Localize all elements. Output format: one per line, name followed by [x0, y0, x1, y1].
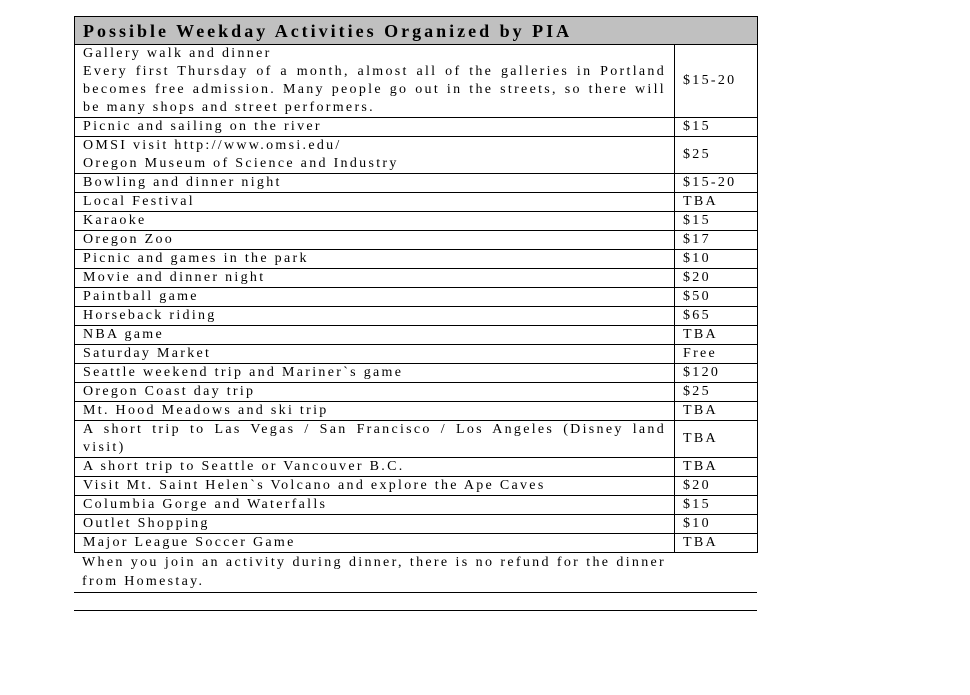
activity-name: OMSI visit http://www.omsi.edu/ [83, 138, 342, 153]
price-cell: $50 [675, 288, 758, 307]
table-row [75, 345, 758, 364]
table-row [75, 458, 758, 477]
table-row [75, 383, 758, 402]
table-row [75, 250, 758, 269]
footnote-block [74, 553, 757, 593]
table-row [75, 364, 758, 383]
activity-name: Outlet Shopping [83, 516, 210, 531]
price-cell: $120 [675, 364, 758, 383]
bottom-rule [74, 610, 757, 611]
activity-cell [75, 174, 675, 193]
table-row [75, 515, 758, 534]
table-row [75, 421, 758, 458]
table-row [75, 326, 758, 345]
activities-table [74, 16, 758, 553]
activity-name: Horseback riding [83, 308, 217, 323]
activity-cell [75, 45, 675, 118]
activity-name: Mt. Hood Meadows and ski trip [83, 403, 329, 418]
activity-cell [75, 231, 675, 250]
price-cell: $15 [675, 212, 758, 231]
activity-cell [75, 326, 675, 345]
table-row [75, 496, 758, 515]
table-row [75, 231, 758, 250]
activity-detail: Oregon Museum of Science and Industry [83, 156, 399, 171]
activity-cell [75, 288, 675, 307]
activity-name: Oregon Zoo [83, 232, 175, 247]
activity-name: Local Festival [83, 194, 195, 209]
activity-name: Movie and dinner night [83, 270, 266, 285]
activity-cell [75, 212, 675, 231]
activity-name: A short trip to Las Vegas / San Francisco / Los Angeles (Disney land visit) [83, 422, 666, 455]
activity-cell [75, 250, 675, 269]
activity-cell [75, 515, 675, 534]
price-cell: $10 [675, 515, 758, 534]
activity-cell [75, 118, 675, 137]
table-title: Possible Weekday Activities Organized by PIA [75, 17, 758, 45]
activity-cell [75, 364, 675, 383]
price-cell: $10 [675, 250, 758, 269]
price-cell: $15 [675, 496, 758, 515]
document-page [74, 16, 757, 611]
activity-cell [75, 307, 675, 326]
activity-name: Oregon Coast day trip [83, 384, 256, 399]
activity-name: Karaoke [83, 213, 147, 228]
price-cell: $65 [675, 307, 758, 326]
price-cell: TBA [675, 421, 758, 458]
table-row [75, 288, 758, 307]
table-row [75, 118, 758, 137]
price-cell: $25 [675, 137, 758, 174]
activity-cell [75, 383, 675, 402]
price-cell: TBA [675, 534, 758, 553]
table-row [75, 402, 758, 421]
price-cell: TBA [675, 458, 758, 477]
table-row [75, 174, 758, 193]
activity-cell [75, 345, 675, 364]
table-row [75, 477, 758, 496]
table-title-row [75, 17, 758, 45]
activity-name: Saturday Market [83, 346, 212, 361]
activity-name: Gallery walk and dinner [83, 46, 272, 61]
activity-cell [75, 496, 675, 515]
price-cell: $15-20 [675, 45, 758, 118]
activities-table-body [75, 17, 758, 553]
activity-name: Picnic and sailing on the river [83, 119, 322, 134]
table-row [75, 534, 758, 553]
activity-name: A short trip to Seattle or Vancouver B.C. [83, 459, 405, 474]
price-cell: $17 [675, 231, 758, 250]
price-cell: $15 [675, 118, 758, 137]
activity-name: Seattle weekend trip and Mariner`s game [83, 365, 404, 380]
price-cell: $25 [675, 383, 758, 402]
price-cell: TBA [675, 193, 758, 212]
activity-detail: Every first Thursday of a month, almost all of the galleries in Portland becomes free admission. Many people go out in the streets, so there will be many shops and street performers. [83, 64, 666, 115]
price-cell: $15-20 [675, 174, 758, 193]
table-row [75, 307, 758, 326]
price-cell: $20 [675, 477, 758, 496]
refund-note: When you join an activity during dinner, there is no refund for the dinner from Homestay. [82, 555, 666, 589]
activity-cell [75, 458, 675, 477]
activity-cell [75, 269, 675, 288]
table-row [75, 269, 758, 288]
activity-cell [75, 421, 675, 458]
activity-cell [75, 402, 675, 421]
activity-name: Paintball game [83, 289, 199, 304]
activity-cell [75, 193, 675, 212]
activity-name: Bowling and dinner night [83, 175, 282, 190]
activity-name: Visit Mt. Saint Helen`s Volcano and explore the Ape Caves [83, 478, 546, 493]
activity-name: Picnic and games in the park [83, 251, 309, 266]
price-cell: TBA [675, 326, 758, 345]
price-cell: Free [675, 345, 758, 364]
activity-name: NBA game [83, 327, 165, 342]
table-row [75, 137, 758, 174]
table-row [75, 45, 758, 118]
activity-cell [75, 534, 675, 553]
activity-cell [75, 477, 675, 496]
activity-cell [75, 137, 675, 174]
price-cell: TBA [675, 402, 758, 421]
table-row [75, 212, 758, 231]
price-cell: $20 [675, 269, 758, 288]
activity-name: Major League Soccer Game [83, 535, 296, 550]
activity-name: Columbia Gorge and Waterfalls [83, 497, 328, 512]
table-row [75, 193, 758, 212]
